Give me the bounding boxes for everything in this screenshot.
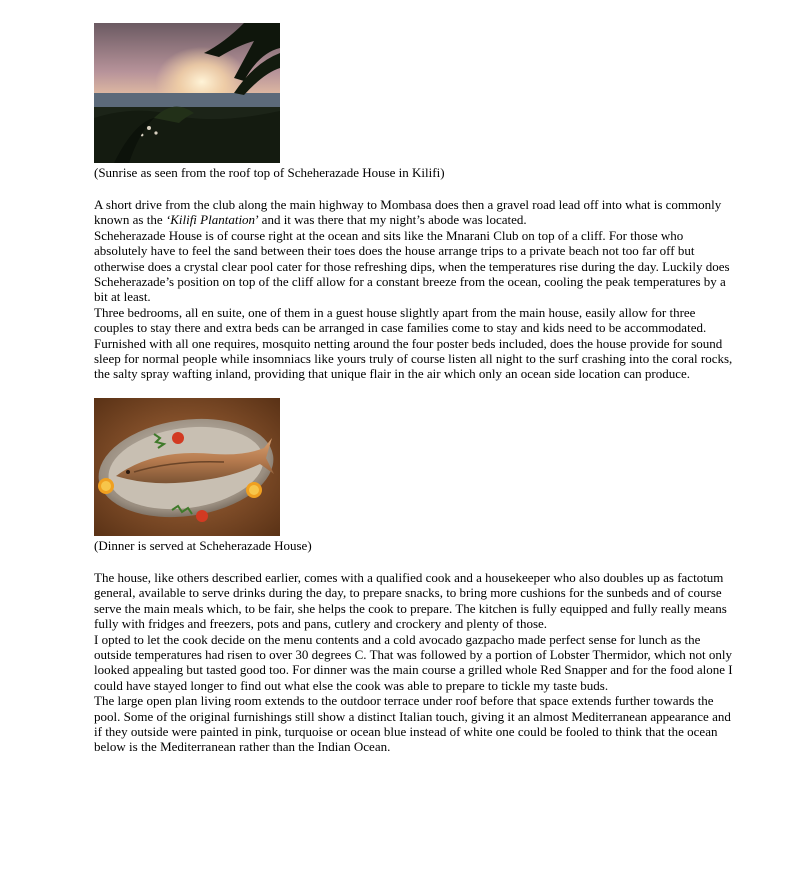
sunrise-caption: (Sunrise as seen from the roof top of Scheherazade House in Kilifi)	[94, 165, 445, 180]
paragraph-text: ’ and it was there that my night’s abode was located.	[255, 212, 527, 228]
paragraph-bedrooms: Three bedrooms, all en suite, one of them in a guest house slightly apart from the main house, easily allow for three couples to stay there and extra beds can be arranged in case families come to stay and kids need to be accommodated. Furnished with all one requires, mosquito netting around the four poster beds included, does the house provide for sound sleep for normal people while insomniacs like yours truly of course listen all night to the surf crashing into the coral rocks, the salty spray wafting inland, providing that unique flair in the air which only an ocean side location can produce.	[94, 304, 733, 382]
paragraph-house-location: Scheherazade House is of course right at the ocean and sits like the Mnarani Club on top of a cliff. For those who absolutely have to feel the sand between their toes does the house arrange trips to a private beach not too far off but otherwise does a crystal clear pool cater for those refreshing dips, when the temperatures rise during the day. Luckily does Scheherazade’s position on top of the cliff allow for a constant breeze from the ocean, cooling the peak temperatures by a bit at least.	[94, 227, 730, 305]
paragraph-menu: I opted to let the cook decide on the menu contents and a cold avocado gazpacho made perfect sense for lunch as the outside temperatures had risen to over 30 degrees C. That was followed by a portion of Lobster Thermidor, which not only looked appealing but tasted good too. For dinner was the main course a grilled whole Red Snapper and for the food alone I could have stayed longer to find out what else the cook was able to prepare to tickle my taste buds.	[94, 631, 733, 693]
dinner-photo	[94, 398, 280, 536]
kilifi-plantation-italic: ‘Kilifi Plantation	[165, 212, 256, 228]
sunrise-photo	[94, 23, 280, 163]
paragraph-text: A short drive from the club along the main highway to Mombasa does then a gravel road lead off into what is commonly known as the	[94, 197, 722, 228]
document-page	[94, 23, 734, 755]
paragraph-cook-housekeeper: The house, like others described earlier, comes with a qualified cook and a housekeeper who also doubles up as factotum general, available to serve drinks during the day, to prepare snacks, to bring more cushions for the sunbeds and of course serve the main meals which, to be fair, she helps the cook to prepare. The kitchen is fully equipped and fully really means fully with fridges and freezers, pots and pans, cutlery and crockery and plenty of those.	[94, 569, 727, 632]
paragraph-kilifi-plantation	[94, 197, 734, 228]
paragraph-living-room: The large open plan living room extends to the outdoor terrace under roof before that space extends further towards the pool. Some of the original furnishings still show a distinct Italian touch, giving it an almost Mediterranean appearance and if they outside were painted in pink, turquoise or ocean blue instead of white one could be fooled to think that the ocean below is the Mediterranean rather than the Indian Ocean.	[94, 693, 731, 755]
dinner-caption: (Dinner is served at Scheherazade House)	[94, 537, 312, 553]
